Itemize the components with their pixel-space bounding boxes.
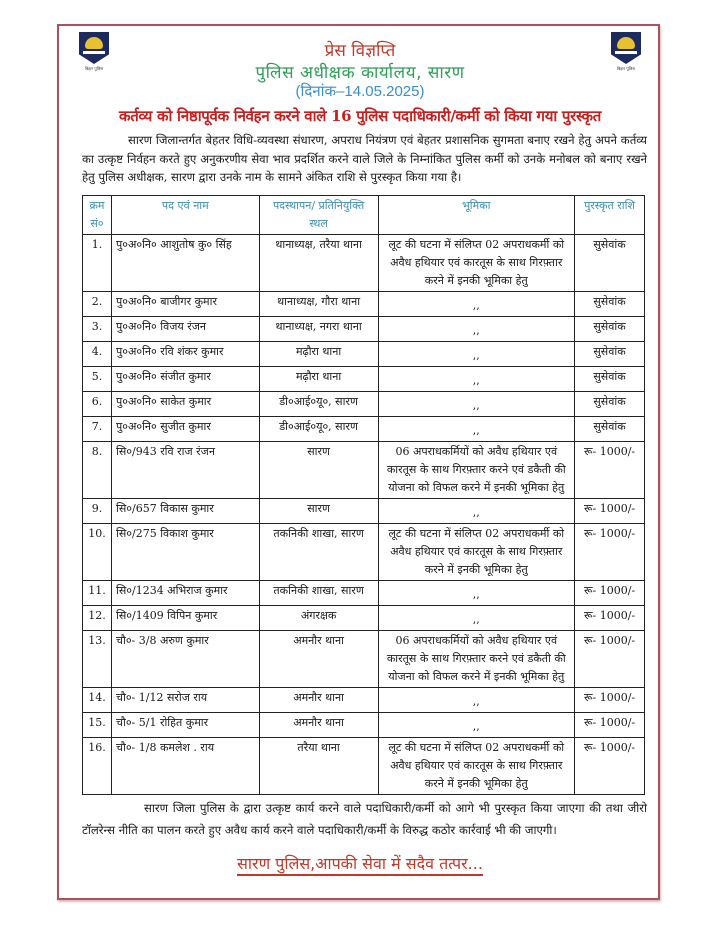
table-row xyxy=(83,235,645,292)
cell-posting: अमनौर थाना xyxy=(259,688,378,713)
table-row xyxy=(83,581,645,606)
cell-serial: 12. xyxy=(83,606,112,631)
cell-rank-name: पु०अ०नि० रवि शंकर कुमार xyxy=(111,342,259,367)
cell-posting: डी०आई०यू०, सारण xyxy=(259,417,378,442)
ditto-mark: ,, xyxy=(472,424,480,437)
press-release-title: प्रेस विज्ञप्ति xyxy=(324,41,396,61)
cell-serial: 8. xyxy=(83,442,112,499)
cell-role xyxy=(378,342,575,367)
cell-serial: 10. xyxy=(83,524,112,581)
cell-serial: 3. xyxy=(83,317,112,342)
tagline xyxy=(0,852,720,874)
cell-role: 06 अपराधकर्मियों को अवैध हथियार एवं कारतूस के साथ गिरफ़्तार करने एवं डकैती की योजना को विफल करने में इनकी भूमिका हेतु xyxy=(378,631,575,688)
cell-reward: सुसेवांक xyxy=(575,235,645,292)
cell-posting: तकनिकी शाखा, सारण xyxy=(259,581,378,606)
cell-posting: थानाध्यक्ष, नगरा थाना xyxy=(259,317,378,342)
cell-posting: थानाध्यक्ष, तरैया थाना xyxy=(259,235,378,292)
cell-reward: सुसेवांक xyxy=(575,292,645,317)
cell-serial: 2. xyxy=(83,292,112,317)
cell-posting: तकनिकी शाखा, सारण xyxy=(259,524,378,581)
ditto-mark: ,, xyxy=(472,324,480,337)
cell-reward: रू- 1000/- xyxy=(575,713,645,738)
cell-posting: मढ़ौरा थाना xyxy=(259,342,378,367)
table-row xyxy=(83,688,645,713)
cell-posting: अमनौर थाना xyxy=(259,631,378,688)
cell-serial: 9. xyxy=(83,499,112,524)
cell-rank-name: पु०अ०नि० सुजीत कुमार xyxy=(111,417,259,442)
ditto-mark: ,, xyxy=(472,588,480,601)
table-row xyxy=(83,713,645,738)
cell-role xyxy=(378,392,575,417)
table-header-row xyxy=(83,196,645,235)
cell-role xyxy=(378,417,575,442)
col-header-rank-name: पद एवं नाम xyxy=(111,196,259,235)
cell-role xyxy=(378,317,575,342)
table-row xyxy=(83,292,645,317)
cell-reward: सुसेवांक xyxy=(575,342,645,367)
cell-posting: सारण xyxy=(259,499,378,524)
cell-reward: सुसेवांक xyxy=(575,367,645,392)
cell-serial: 14. xyxy=(83,688,112,713)
cell-serial: 13. xyxy=(83,631,112,688)
cell-serial: 15. xyxy=(83,713,112,738)
cell-role: लूट की घटना में संलिप्त 02 अपराधकर्मी को अवैध हथियार एवं कारतूस के साथ गिरफ़्तार करने में इनकी भूमिका हेतु xyxy=(378,235,575,292)
cell-role xyxy=(378,499,575,524)
cell-posting: थानाध्यक्ष, गौरा थाना xyxy=(259,292,378,317)
cell-reward: सुसेवांक xyxy=(575,317,645,342)
cell-rank-name: चौ०- 1/8 कमलेश . राय xyxy=(111,738,259,795)
cell-reward: रू- 1000/- xyxy=(575,581,645,606)
cell-posting: सारण xyxy=(259,442,378,499)
cell-serial: 5. xyxy=(83,367,112,392)
ditto-mark: ,, xyxy=(472,613,480,626)
cell-reward: रू- 1000/- xyxy=(575,524,645,581)
cell-posting: तरैया थाना xyxy=(259,738,378,795)
logo-caption: बिहार पुलिस xyxy=(616,66,636,71)
cell-posting: मढ़ौरा थाना xyxy=(259,367,378,392)
table-row xyxy=(83,417,645,442)
cell-posting: अमनौर थाना xyxy=(259,713,378,738)
cell-role: लूट की घटना में संलिप्त 02 अपराधकर्मी को अवैध हथियार एवं कारतूस के साथ गिरफ़्तार करने में इनकी भूमिका हेतु xyxy=(378,738,575,795)
cell-role xyxy=(378,292,575,317)
cell-rank-name: सि०/275 विकाश कुमार xyxy=(111,524,259,581)
ditto-mark: ,, xyxy=(472,374,480,387)
tagline-text: सारण पुलिस,आपकी सेवा में सदैव तत्पर... xyxy=(237,854,483,876)
ditto-mark: ,, xyxy=(472,506,480,519)
cell-role xyxy=(378,713,575,738)
cell-serial: 1. xyxy=(83,235,112,292)
cell-reward: रू- 1000/- xyxy=(575,738,645,795)
ditto-mark: ,, xyxy=(472,399,480,412)
cell-rank-name: पु०अ०नि० आशुतोष कु० सिंह xyxy=(111,235,259,292)
cell-serial: 11. xyxy=(83,581,112,606)
ditto-mark: ,, xyxy=(472,720,480,733)
cell-rank-name: चौ०- 1/12 सरोज राय xyxy=(111,688,259,713)
table-row xyxy=(83,342,645,367)
intro-paragraph: सारण जिलान्तर्गत बेहतर विधि-व्यवस्था संधारण, अपराध नियंत्रण एवं बेहतर प्रशासनिक सुगमता बनाए रखने हेतु अपने कर्तव्य का उत्कृष्ट निर्वहन करते हुए अनुकरणीय सेवा भाव प्रदर्शित करने वाले जिले के निम्नांकित पुलिस कर्मी को उनके मनोबल को बनाए रखने हेतु पुलिस अधीक्षक, सारण द्वारा उनके नाम के सामने अंकित राशि से पुरस्कृत किया गया है। xyxy=(82,133,647,184)
cell-rank-name: चौ०- 3/8 अरुण कुमार xyxy=(111,631,259,688)
cell-rank-name: पु०अ०नि० विजय रंजन xyxy=(111,317,259,342)
cell-reward: रू- 1000/- xyxy=(575,442,645,499)
cell-serial: 6. xyxy=(83,392,112,417)
cell-rank-name: सि०/1234 अभिराज कुमार xyxy=(111,581,259,606)
cell-role: 06 अपराधकर्मियों को अवैध हथियार एवं कारतूस के साथ गिरफ़्तार करने एवं डकैती की योजना को विफल करने में इनकी भूमिका हेतु xyxy=(378,442,575,499)
cell-posting: अंगरक्षक xyxy=(259,606,378,631)
table-row xyxy=(83,738,645,795)
cell-rank-name: पु०अ०नि० संजीत कुमार xyxy=(111,367,259,392)
cell-serial: 4. xyxy=(83,342,112,367)
ditto-mark: ,, xyxy=(472,695,480,708)
cell-role xyxy=(378,367,575,392)
cell-rank-name: सि०/1409 विपिन कुमार xyxy=(111,606,259,631)
office-name: पुलिस अधीक्षक कार्यालय, सारण xyxy=(255,63,465,83)
cell-rank-name: सि०/943 रवि राज रंजन xyxy=(111,442,259,499)
cell-rank-name: सि०/657 विकास कुमार xyxy=(111,499,259,524)
col-header-posting: पदस्थापन/ प्रतिनियुक्ति स्थल xyxy=(259,196,378,235)
table-row xyxy=(83,392,645,417)
col-header-role: भूमिका xyxy=(378,196,575,235)
cell-posting: डी०आई०यू०, सारण xyxy=(259,392,378,417)
closing-paragraph: सारण जिला पुलिस के द्वारा उत्कृष्ट कार्य करने वाले पदाधिकारी/कर्मी को आगे भी पुरस्कृत किया जाएगा की तथा जीरो टॉलरेन्स नीति का पालन करते हुए अवैध कार्य करने वाले पदाधिकारी/कर्मी के विरुद्ध कठोर कार्रवाई भी की जाएगी। xyxy=(82,801,647,837)
table-row xyxy=(83,317,645,342)
ditto-mark: ,, xyxy=(472,299,480,312)
cell-rank-name: चौ०- 5/1 रोहित कुमार xyxy=(111,713,259,738)
col-header-serial: क्रम सं० xyxy=(83,196,112,235)
cell-role xyxy=(378,688,575,713)
release-date: (दिनांक–14.05.2025) xyxy=(295,83,425,100)
cell-rank-name: पु०अ०नि० साकेत कुमार xyxy=(111,392,259,417)
cell-serial: 7. xyxy=(83,417,112,442)
table-row xyxy=(83,524,645,581)
awards-table xyxy=(82,195,645,795)
logo-caption: बिहार पुलिस xyxy=(84,66,104,71)
cell-reward: रू- 1000/- xyxy=(575,499,645,524)
table-row xyxy=(83,606,645,631)
cell-reward: सुसेवांक xyxy=(575,417,645,442)
cell-role xyxy=(378,581,575,606)
table-row xyxy=(83,631,645,688)
table-row xyxy=(83,367,645,392)
cell-rank-name: पु०अ०नि० बाजीगर कुमार xyxy=(111,292,259,317)
headline: कर्तव्य को निष्ठापूर्वक निर्वहन करने वाले 16 पुलिस पदाधिकारी/कर्मी को किया गया पुरस्कृत xyxy=(119,107,601,125)
cell-reward: सुसेवांक xyxy=(575,392,645,417)
cell-role xyxy=(378,606,575,631)
col-header-reward: पुरस्कृत राशि xyxy=(575,196,645,235)
cell-reward: रू- 1000/- xyxy=(575,688,645,713)
cell-reward: रू- 1000/- xyxy=(575,606,645,631)
table-row xyxy=(83,499,645,524)
cell-role: लूट की घटना में संलिप्त 02 अपराधकर्मी को अवैध हथियार एवं कारतूस के साथ गिरफ़्तार करने में इनकी भूमिका हेतु xyxy=(378,524,575,581)
cell-serial: 16. xyxy=(83,738,112,795)
ditto-mark: ,, xyxy=(472,349,480,362)
cell-reward: रू- 1000/- xyxy=(575,631,645,688)
table-row xyxy=(83,442,645,499)
